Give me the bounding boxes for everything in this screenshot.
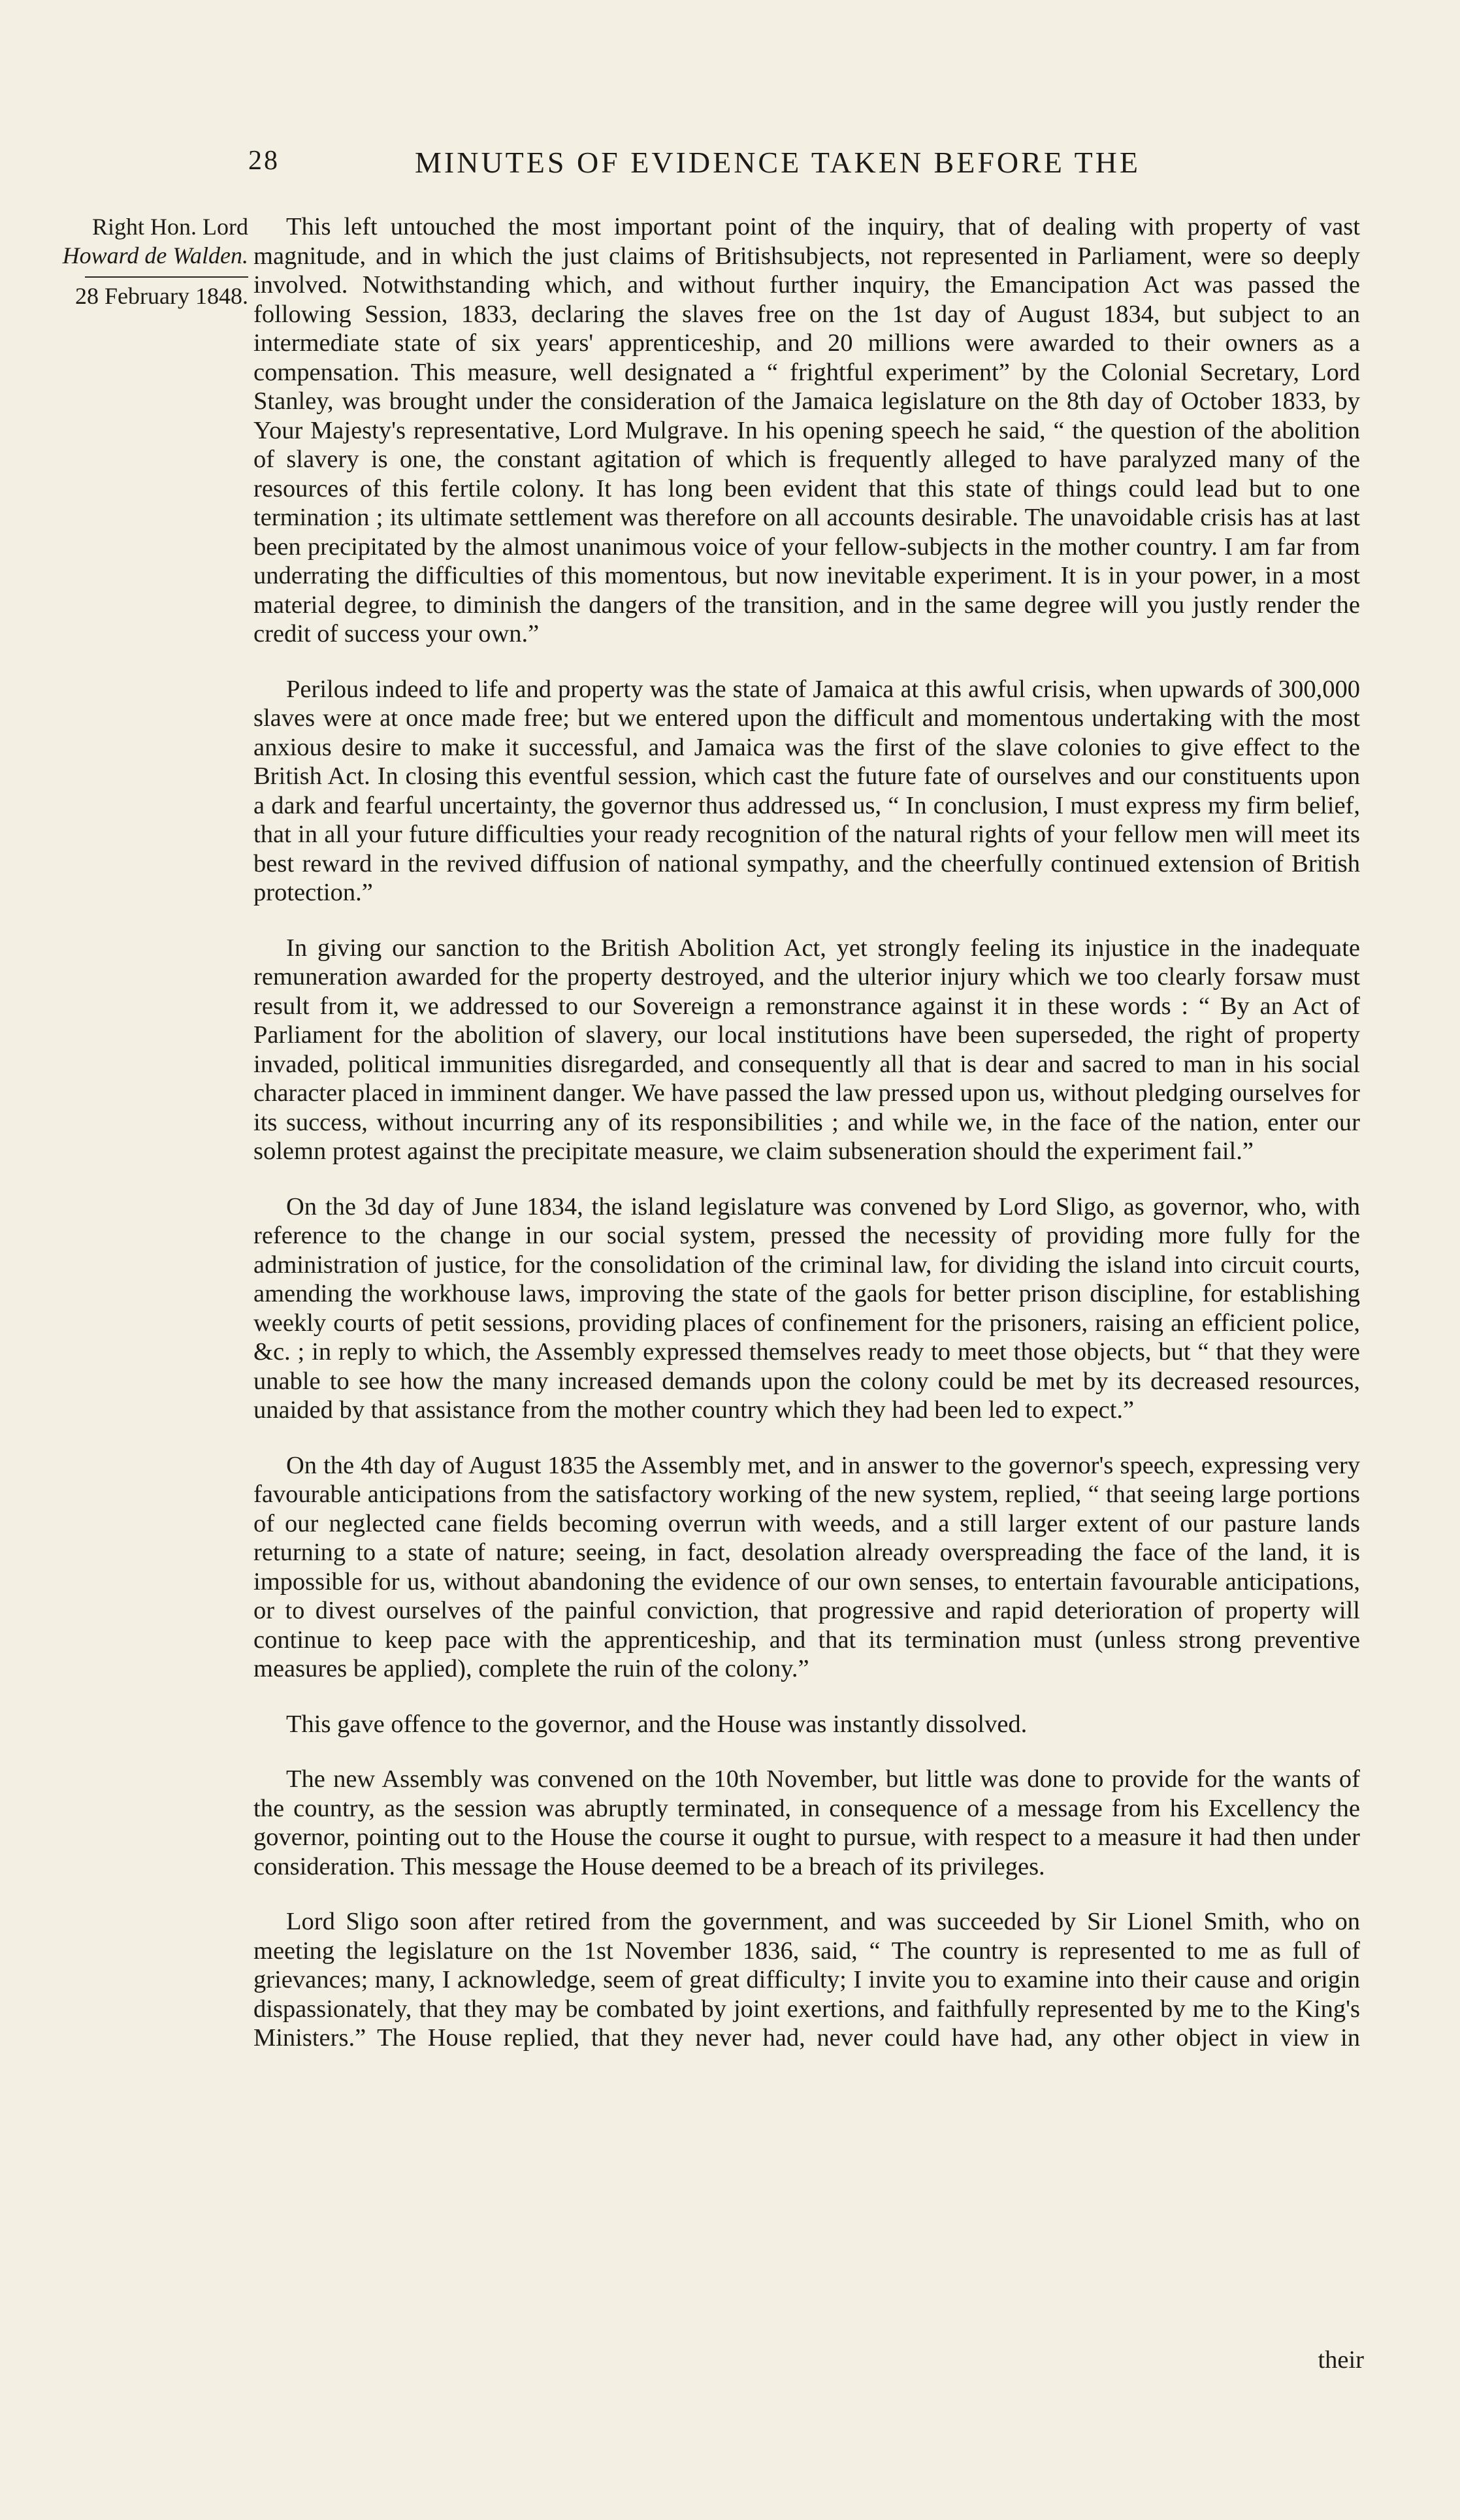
- catchword: their: [1318, 2346, 1364, 2374]
- paragraph-7: The new Assembly was convened on the 10th November, but little was done to provide for the wants of the country, as the session was abruptly terminated, in consequence of a message from his Excellency the governor, pointing out to the House the course it ought to pursue, with respect to a measure it had then under consideration. This message the House deemed to be a breach of its privileges.: [253, 1765, 1360, 1880]
- paragraph-6: This gave offence to the governor, and the House was instantly dissolved.: [286, 1710, 1028, 1738]
- body-text: [253, 212, 1360, 2053]
- running-title: MINUTES OF EVIDENCE TAKEN BEFORE THE: [415, 146, 1141, 179]
- paragraph-3: In giving our sanction to the British Abolition Act, yet strongly feeling its injustice in the inadequate remuneration awarded for the property destroyed, and the ulterior injury which we too clearly forsaw must result from it, we addressed to our Sovereign a remonstrance against it in these words : “ By an Act of Parliament for the abolition of slavery, our local institutions have been superseded, the right of property invaded, political immunities disregarded, and consequently all that is dear and sacred to man in his social character placed in imminent danger. We have passed the law pressed upon us, without pledging ourselves for its success, without incurring any of its responsibilities ; and while we, in the face of the nation, enter our solemn protest against the precipitate measure, we claim subseneration should the experiment fail.”: [253, 934, 1360, 1165]
- paragraph-2: Perilous indeed to life and property was the state of Jamaica at this awful crisis, when upwards of 300,000 slaves were at once made free; but we entered upon the difficult and momentous undertaking with the most anxious desire to make it successful, and Jamaica was the first of the slave colonies to give effect to the British Act. In closing this eventful session, which cast the future fate of ourselves and our constituents upon a dark and fearful uncertainty, the governor thus addressed us, “ In conclusion, I must express my firm belief, that in all your future difficulties your ready recognition of the natural rights of your fellow men will meet its best reward in the revived diffusion of national sympathy, and the cheerfully continued extension of British protection.”: [253, 675, 1360, 906]
- witness-name-line1: Right Hon. Lord: [92, 214, 248, 240]
- margin-rule: [85, 276, 248, 278]
- paragraph-8: Lord Sligo soon after retired from the government, and was succeeded by Sir Lionel Smith, who on meeting the legislature on the 1st November 1836, said, “ The country is represented to me as full of grievances; many, I acknowledge, seem of great difficulty; I invite you to examine into their cause and origin dispassionately, that they may be combated by joint exertions, and faithfully represented by me to the King's Ministers.” The House replied, that they never had, never could have had, any other object in view in: [253, 1908, 1360, 2052]
- page-number: 28: [248, 146, 280, 176]
- margin-note: [26, 212, 248, 310]
- paragraph-5: On the 4th day of August 1835 the Assembly met, and in answer to the governor's speech, expressing very favourable anticipations from the satisfactory working of the new system, replied, “ that seeing large portions of our neglected cane fields becoming overrun with weeds, and a still larger extent of our pasture lands returning to a state of nature; seeing, in fact, desolation already overspreading the face of the land, it is impossible for us, without abandoning the evidence of our own senses, to entertain favourable anticipations, or to divest ourselves of the painful conviction, that progressive and rapid deterioration of property will continue to keep pace with the apprenticeship, and that its termination must (unless strong preventive measures be applied), complete the ruin of the colony.”: [253, 1451, 1360, 1682]
- witness-name-line2: Howard de Walden.: [62, 242, 248, 269]
- page-header: [248, 145, 1359, 184]
- paragraph-1: This left untouched the most important point of the inquiry, that of dealing with property of vast magnitude, and in which the just claims of Britishsubjects, not represented in Parliament, were so deeply involved. Notwithstanding which, and without further inquiry, the Emancipation Act was passed the following Session, 1833, declaring the slaves free on the 1st day of August 1834, but subject to an intermediate state of six years' apprenticeship, and 20 millions were awarded to their owners as a compensation. This measure, well designated a “ frightful experiment” by the Colonial Secretary, Lord Stanley, was brought under the consideration of the Jamaica legislature on the 8th day of October 1833, by Your Majesty's representative, Lord Mulgrave. In his opening speech he said, “ the question of the abolition of slavery is one, the constant agitation of which is frequently alleged to have paralyzed many of the resources of this fertile colony. It has long been evident that this state of things could lead but to one termination ; its ultimate settlement was therefore on all accounts desirable. The unavoidable crisis has at last been precipitated by the almost unanimous voice of your fellow-subjects in the mother country. I am far from underrating the difficulties of this momentous, but now inevitable experiment. It is in your power, in a most material degree, to diminish the dangers of the transition, and in the same degree will you justly render the credit of success your own.”: [253, 213, 1360, 647]
- paragraph-4: On the 3d day of June 1834, the island legislature was convened by Lord Sligo, as governor, who, with reference to the change in our social system, pressed the necessity of providing more fully for the administration of justice, for the consolidation of the criminal law, for dividing the island into circuit courts, amending the workhouse laws, improving the state of the gaols for better prison discipline, for establishing weekly courts of petit sessions, providing places of confinement for the prisoners, raising an efficient police, &c. ; in reply to which, the Assembly expressed themselves ready to meet those objects, but “ that they were unable to see how the many increased demands upon the colony could be met by its decreased resources, unaided by that assistance from the mother country which they had been led to expect.”: [253, 1192, 1360, 1424]
- evidence-date: 28 February 1848.: [75, 283, 248, 309]
